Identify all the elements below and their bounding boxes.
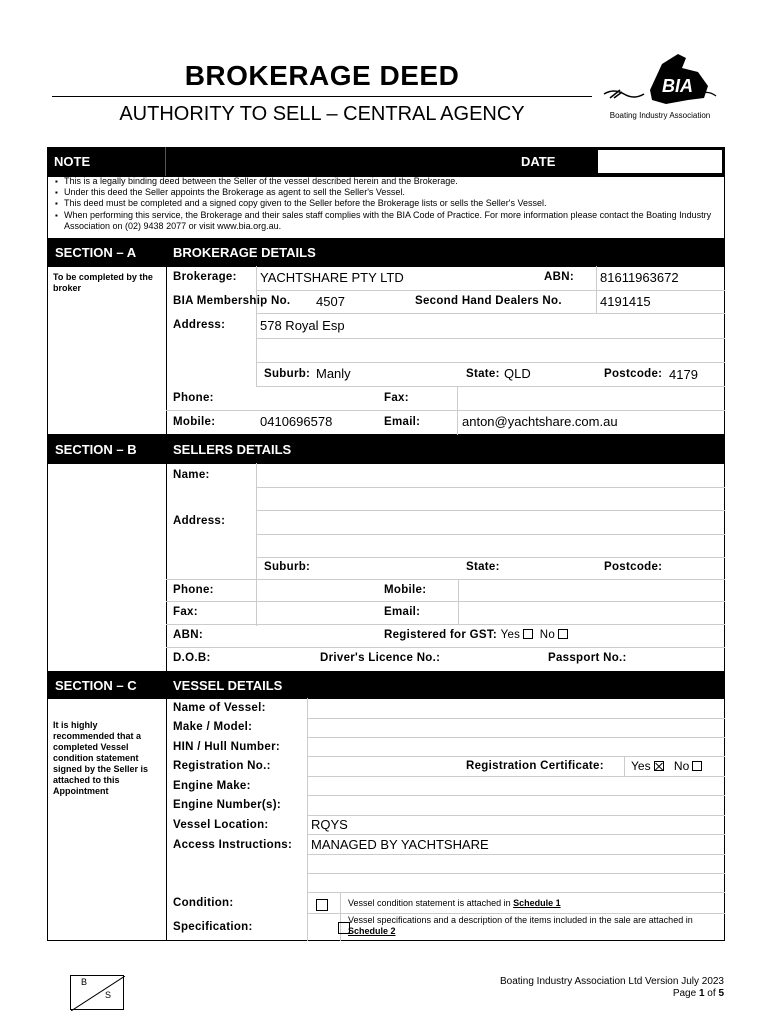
note-item: ▪ This is a legally binding deed between the Seller of the vessel described herein and the Brokerage. — [52, 176, 724, 187]
gst-no-label: No — [539, 629, 556, 641]
phone-label: Phone: — [173, 392, 214, 404]
date-field[interactable] — [597, 149, 723, 174]
reg-cert-label: Registration Certificate: — [466, 760, 604, 772]
abn-field[interactable]: 81611963672 — [600, 270, 679, 285]
logo-text: BIA — [662, 76, 693, 96]
location-label: Vessel Location: — [173, 819, 269, 831]
initials-box[interactable] — [70, 975, 124, 1010]
condition-label: Condition: — [173, 897, 234, 909]
page-current: 1 — [698, 988, 705, 999]
email-label: Email: — [384, 416, 421, 428]
seller-state-label: State: — [466, 561, 500, 573]
state-field[interactable]: QLD — [504, 366, 531, 381]
gst-no-checkbox[interactable] — [558, 629, 568, 639]
reg-cert-yes-checkbox[interactable] — [654, 761, 664, 771]
access-label: Access Instructions: — [173, 839, 293, 851]
engine-make-label: Engine Make: — [173, 780, 251, 792]
reg-cert-no-label: No — [673, 759, 690, 773]
section-a-title: BROKERAGE DETAILS — [173, 245, 316, 260]
dob-label: D.O.B: — [173, 652, 211, 664]
page-of: of — [704, 988, 719, 999]
engine-number-label: Engine Number(s): — [173, 799, 281, 811]
seller-abn-label: ABN: — [173, 629, 203, 641]
mobile-label: Mobile: — [173, 416, 216, 428]
postcode-label: Postcode: — [604, 368, 663, 380]
seller-postcode-label: Postcode: — [604, 561, 663, 573]
hin-label: HIN / Hull Number: — [173, 741, 280, 753]
initial-b: B — [81, 977, 88, 987]
mobile-field[interactable]: 0410696578 — [260, 414, 333, 429]
page-total: 5 — [718, 988, 724, 999]
suburb-field[interactable]: Manly — [316, 366, 351, 381]
document-subtitle: AUTHORITY TO SELL – CENTRAL AGENCY — [119, 103, 525, 125]
condition-text-body: Vessel condition statement is attached in — [348, 898, 514, 908]
seller-fax-label: Fax: — [173, 606, 198, 618]
section-b-label: SECTION – B — [55, 442, 137, 457]
section-b-title: SELLERS DETAILS — [173, 442, 292, 457]
registration-label: Registration No.: — [173, 760, 271, 772]
address-field[interactable]: 578 Royal Esp — [260, 318, 345, 333]
postcode-field[interactable]: 4179 — [669, 367, 698, 382]
specification-text — [348, 915, 718, 937]
section-c-bar — [47, 672, 725, 698]
condition-checkbox[interactable] — [316, 899, 328, 911]
seller-phone-label: Phone: — [173, 584, 214, 596]
specification-label: Specification: — [173, 921, 253, 933]
membership-label: BIA Membership No. — [173, 295, 291, 307]
section-a-side-note: To be completed by the broker — [53, 272, 153, 293]
initials-diagonal — [71, 976, 125, 1011]
seller-mobile-label: Mobile: — [384, 584, 427, 596]
licence-label: Driver's Licence No.: — [320, 652, 441, 664]
state-label: State: — [466, 368, 500, 380]
schedule-1-link[interactable]: Schedule 1 — [513, 898, 561, 908]
schedule-2-link[interactable]: Schedule 2 — [348, 926, 396, 936]
gst-label-text: Registered for GST: — [384, 629, 498, 641]
seller-name-field[interactable] — [257, 464, 724, 509]
access-field[interactable]: MANAGED BY YACHTSHARE — [311, 837, 489, 852]
initial-s: S — [105, 990, 112, 1000]
specification-text-body: Vessel specifications and a description of the items included in the sale are attached in — [348, 915, 693, 925]
version-text: Boating Industry Association Ltd Version July 2023 — [499, 976, 724, 987]
seller-address-label: Address: — [173, 515, 226, 527]
brokerage-field[interactable]: YACHTSHARE PTY LTD — [260, 270, 404, 285]
section-a-label: SECTION – A — [55, 245, 137, 260]
seller-name-label: Name: — [173, 469, 210, 481]
date-label: DATE — [521, 154, 556, 169]
section-b-bar — [47, 435, 725, 463]
note-item: ▪ This deed must be completed and a signed copy given to the Seller before the Brokerage lists or sells the Seller's Vessel. — [52, 198, 724, 209]
reg-cert-no-checkbox[interactable] — [692, 761, 702, 771]
gst-yes-checkbox[interactable] — [523, 629, 533, 639]
seller-suburb-label: Suburb: — [264, 561, 311, 573]
footer — [500, 976, 724, 1000]
address-label: Address: — [173, 319, 226, 331]
abn-label: ABN: — [544, 271, 574, 283]
section-c-side-note: It is highly recommended that a completed Vessel condition statement signed by the Seller is attached to this Appointment — [53, 720, 149, 796]
vessel-name-label: Name of Vessel: — [173, 702, 266, 714]
seller-address-field[interactable] — [257, 511, 724, 556]
note-item: ▪ Under this deed the Seller appoints the Brokerage as agent to sell the Seller's Vessel. — [52, 187, 724, 198]
dealers-label: Second Hand Dealers No. — [415, 295, 562, 307]
note-label: NOTE — [54, 154, 91, 169]
dealers-field[interactable]: 4191415 — [600, 294, 651, 309]
section-c-title: VESSEL DETAILS — [173, 678, 283, 693]
membership-field[interactable]: 4507 — [316, 294, 345, 309]
note-list — [52, 176, 724, 232]
make-model-label: Make / Model: — [173, 721, 253, 733]
passport-label: Passport No.: — [548, 652, 627, 664]
document-title: BROKERAGE DEED — [184, 60, 460, 91]
brokerage-label: Brokerage: — [173, 271, 237, 283]
email-field[interactable]: anton@yachtshare.com.au — [462, 414, 618, 429]
page-number — [500, 988, 724, 1000]
reg-cert-yes-label: Yes — [631, 759, 651, 773]
suburb-label: Suburb: — [264, 368, 311, 380]
fax-label: Fax: — [384, 392, 409, 404]
section-a-bar — [47, 239, 725, 266]
logo-caption: Boating Industry Association — [609, 111, 711, 120]
title-rule — [52, 96, 592, 97]
reg-cert-options — [631, 759, 705, 773]
gst-yes-label: Yes — [500, 629, 521, 641]
page-prefix: Page — [672, 988, 699, 999]
section-c-label: SECTION – C — [55, 678, 137, 693]
seller-email-label: Email: — [384, 606, 421, 618]
condition-text — [348, 898, 561, 908]
note-item: ▪ When performing this service, the Brokerage and their sales staff complies with the BIA Code of Practice. For more information please contact the Boating Industry Association on (02) 9438 2077 or visit www.bia.org.au. — [52, 210, 724, 232]
gst-label — [384, 629, 571, 641]
location-field[interactable]: RQYS — [311, 817, 348, 832]
